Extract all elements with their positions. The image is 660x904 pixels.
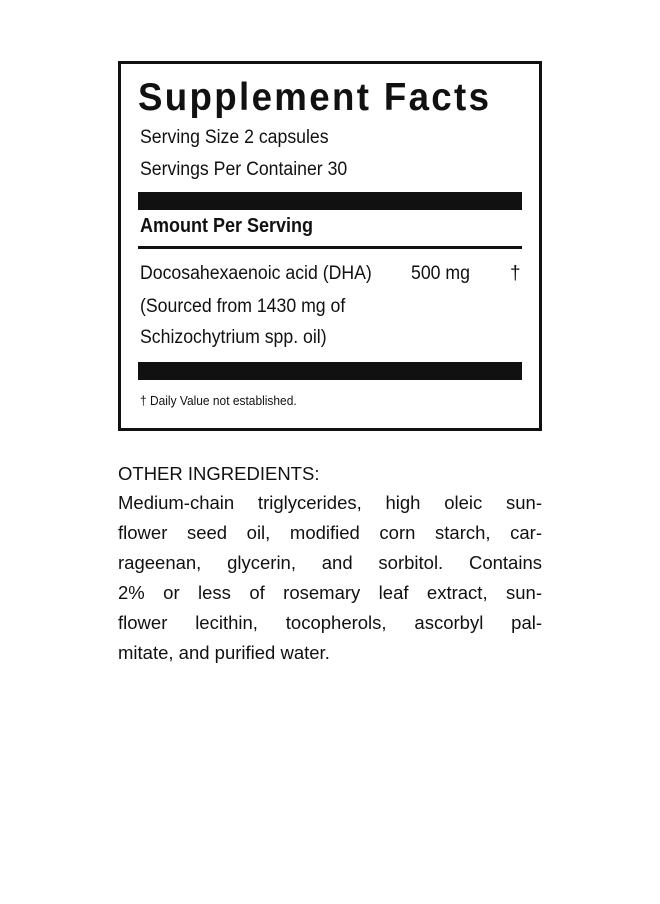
nutrient-row-dha [140,260,524,288]
amount-per-serving-header: Amount Per Serving [140,215,314,237]
thin-divider [138,246,522,249]
servings-per-container: Servings Per Container 30 [140,159,348,180]
thick-divider-top [138,192,522,210]
ingredients-line: flower seed oil, modified corn starch, car- [118,522,542,543]
ingredients-line: 2% or less of rosemary leaf extract, sun- [118,582,542,603]
nutrient-source-line: (Sourced from 1430 mg of [140,296,346,317]
ingredients-line: mitate, and purified water. [118,642,330,663]
thick-divider-bottom [138,362,522,380]
ingredients-line: Medium-chain triglycerides, high oleic sun- [118,492,542,513]
nutrient-amount: 500 mg [411,263,470,284]
nutrient-source-note [140,291,345,353]
supplement-facts-title: Supplement Facts [138,76,492,119]
daily-value-footnote: † Daily Value not established. [140,393,297,408]
nutrient-source-line: Schizochytrium spp. oil) [140,327,327,348]
ingredients-line: flower lecithin, tocopherols, ascorbyl pal- [118,612,542,633]
supplement-facts-panel [118,61,542,431]
daily-value-dagger: † [510,263,521,284]
other-ingredients-heading: OTHER INGREDIENTS: [118,463,320,484]
nutrient-name: Docosahexaenoic acid (DHA) [140,263,372,284]
other-ingredients-text [118,488,542,668]
serving-size: Serving Size 2 capsules [140,127,329,148]
ingredients-line: rageenan, glycerin, and sorbitol. Contains [118,552,542,573]
